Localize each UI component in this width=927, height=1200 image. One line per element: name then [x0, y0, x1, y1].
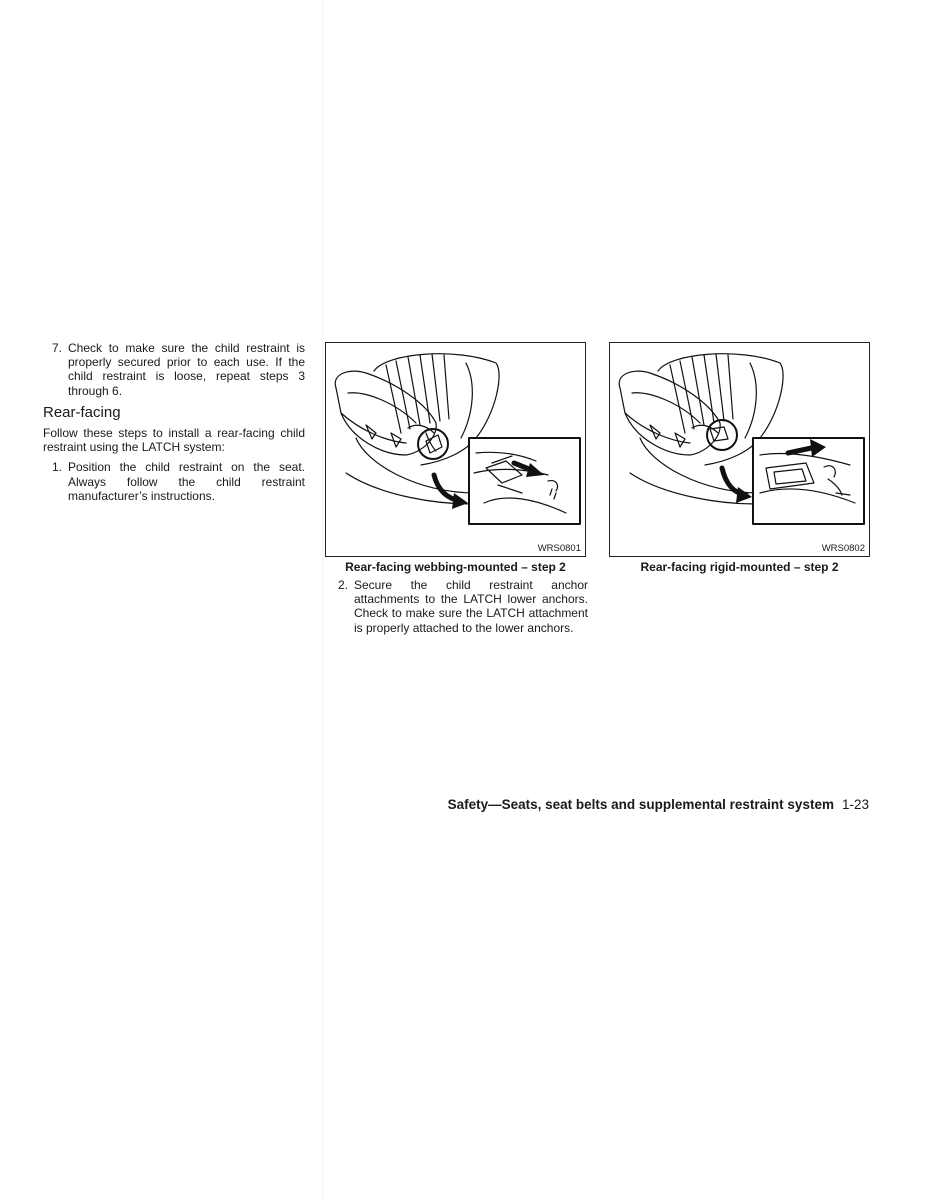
- footer-page-number: 1-23: [841, 797, 869, 812]
- seat-rigid-illustration: [610, 343, 869, 556]
- footer-section-title: Safety—Seats, seat belts and supplemental restraint system: [447, 797, 834, 812]
- page-fold: [322, 0, 323, 1200]
- step-7-number: 7.: [51, 341, 62, 355]
- caption-rigid-mounted: Rear-facing rigid-mounted – step 2: [640, 560, 839, 574]
- step-1-number: 1.: [51, 460, 62, 475]
- step-2-text: Secure the child restraint anchor attachments to the LATCH lower anchors. Check to make sure the LATCH attachment is properly attached to the lower anchors.: [354, 578, 588, 635]
- seat-webbing-illustration: [326, 343, 585, 556]
- figure-rigid-mounted: [609, 342, 870, 557]
- left-column: [43, 341, 305, 503]
- step-2: [329, 578, 588, 635]
- figure-code: WRS0802: [821, 543, 865, 554]
- figure-webbing-mounted: [325, 342, 586, 557]
- caption-webbing-mounted: Rear-facing webbing-mounted – step 2: [345, 560, 566, 574]
- step-7-text: Check to make sure the child restraint is properly secured prior to each use. If the child restraint is loose, repeat steps 3 through 6.: [68, 341, 305, 398]
- step-2-number: 2.: [337, 578, 348, 592]
- step-1: [43, 460, 305, 503]
- intro-paragraph: Follow these steps to install a rear-facing child restraint using the LATCH system:: [43, 426, 305, 455]
- page-footer: [448, 797, 869, 812]
- step-1-text: Position the child restraint on the seat. Always follow the child restraint manufacturer’s instructions.: [68, 460, 305, 503]
- middle-column: [329, 578, 588, 635]
- section-heading-rear-facing: Rear-facing: [43, 403, 121, 421]
- figure-code: WRS0801: [537, 543, 581, 554]
- step-7: [43, 341, 305, 398]
